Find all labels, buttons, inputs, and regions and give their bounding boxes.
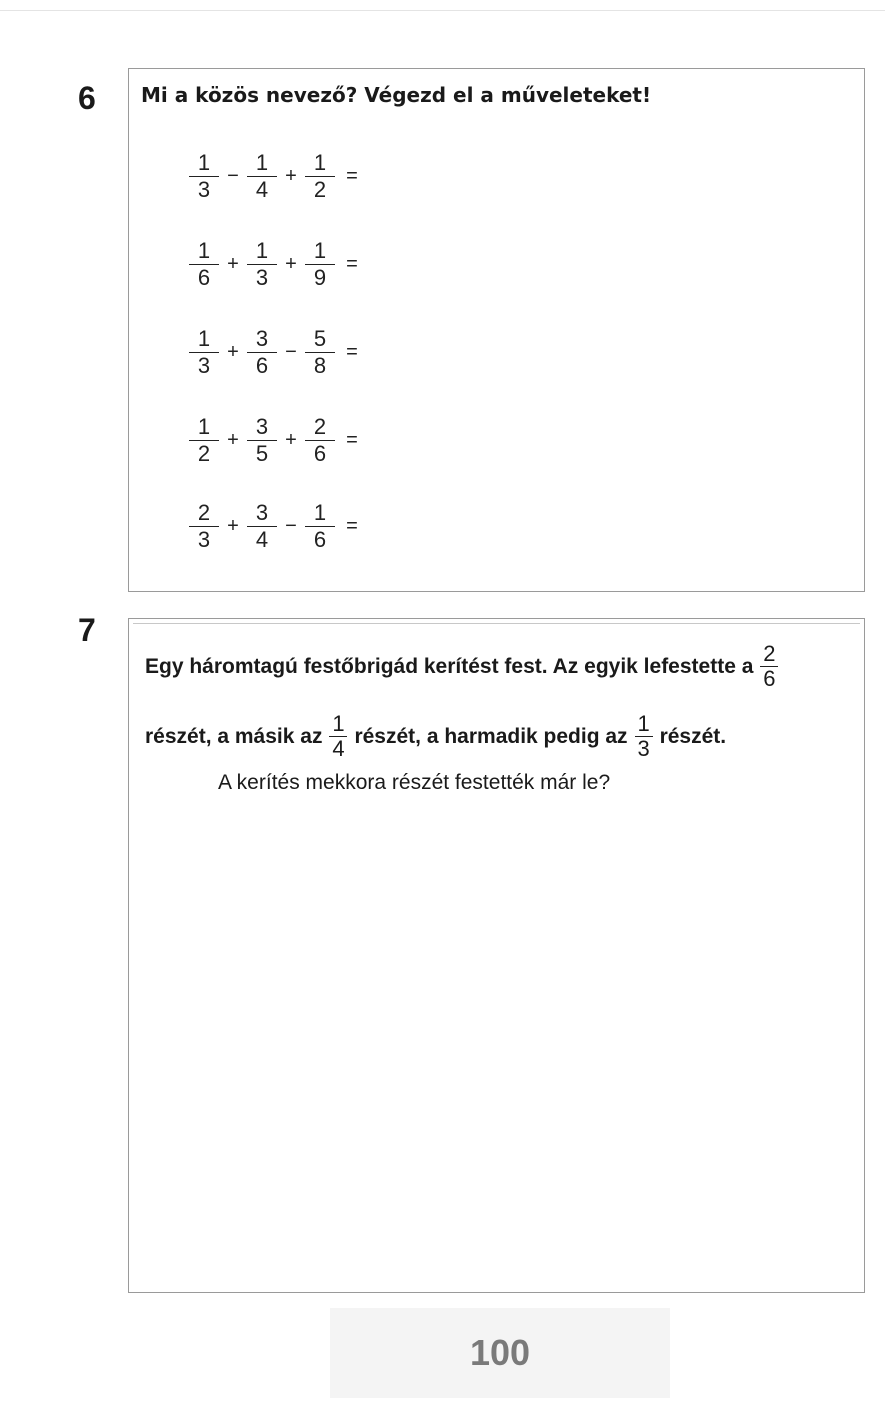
- fraction: $\frac{2}{3}$: [189, 501, 219, 552]
- task-7-text: Egy háromtagú festőbrigád kerítést fest. Az egyik lefestette a: [145, 654, 754, 678]
- equals-sign: =: [346, 253, 358, 275]
- equals-sign: =: [346, 515, 358, 537]
- fraction: $\frac{1}{9}$: [305, 239, 335, 290]
- operator: +: [285, 253, 297, 275]
- fraction: $\frac{1}{6}$: [305, 501, 335, 552]
- fraction: $\frac{3}{4}$: [247, 501, 277, 552]
- top-rule: [0, 10, 885, 11]
- fraction: $\frac{1}{2}$: [305, 151, 335, 202]
- task-7-line-1: [145, 643, 785, 690]
- expression-3: [189, 327, 369, 378]
- equals-sign: =: [346, 165, 358, 187]
- equals-sign: =: [346, 429, 358, 451]
- fraction: $\frac{3}{5}$: [247, 415, 277, 466]
- fraction: $\frac{1}{2}$: [189, 415, 219, 466]
- operator: −: [285, 341, 297, 363]
- fraction: $\frac{1}{3}$: [189, 151, 219, 202]
- operator: −: [227, 165, 239, 187]
- fraction: $\frac{1}{6}$: [189, 239, 219, 290]
- fraction: $\frac{1}{4}$: [247, 151, 277, 202]
- task-7-number: 7: [78, 612, 96, 648]
- fraction: $\frac{1}{4}$: [328, 713, 348, 760]
- operator: +: [285, 429, 297, 451]
- fraction: $\frac{1}{3}$: [189, 327, 219, 378]
- expression-1: [189, 151, 369, 202]
- task-7-box: [128, 618, 865, 1293]
- operator: +: [227, 253, 239, 275]
- fraction: $\frac{1}{3}$: [247, 239, 277, 290]
- task-7-line-2: [145, 713, 726, 760]
- task-7-question: A kerítés mekkora részét festették már le?: [218, 771, 611, 794]
- task-6-number: 6: [78, 80, 96, 116]
- fraction: $\frac{1}{3}$: [634, 713, 654, 760]
- expression-4: [189, 415, 369, 466]
- operator: +: [227, 341, 239, 363]
- inner-rule: [133, 623, 860, 624]
- task-7-text: részét, a harmadik pedig az: [354, 724, 628, 748]
- expression-5: [189, 501, 369, 552]
- fraction: $\frac{2}{6}$: [759, 643, 779, 690]
- fraction: $\frac{2}{6}$: [305, 415, 335, 466]
- operator: +: [227, 429, 239, 451]
- operator: −: [285, 515, 297, 537]
- task-7-text: részét, a másik az: [145, 724, 323, 748]
- operator: +: [227, 515, 239, 537]
- task-6-title: Mi a közös nevező? Végezd el a műveleteket!: [141, 83, 652, 107]
- fraction: $\frac{5}{8}$: [305, 327, 335, 378]
- task-6-box: [128, 68, 865, 592]
- operator: +: [285, 165, 297, 187]
- equals-sign: =: [346, 341, 358, 363]
- fraction: $\frac{3}{6}$: [247, 327, 277, 378]
- page-number: 100: [469, 1332, 531, 1373]
- task-7-text: részét.: [659, 724, 727, 748]
- expression-2: [189, 239, 369, 290]
